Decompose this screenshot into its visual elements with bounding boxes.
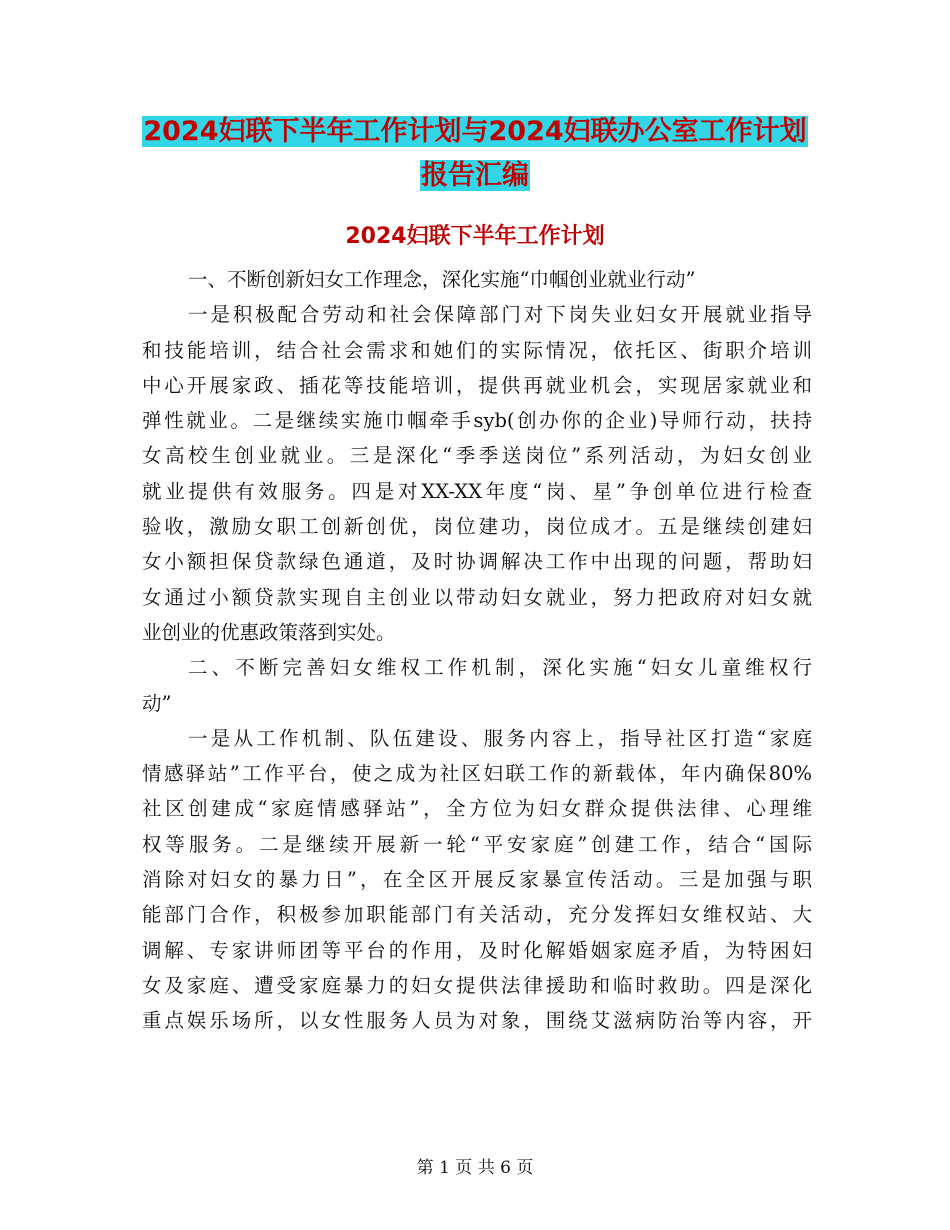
section-title: 2024妇联下半年工作计划 — [345, 224, 605, 249]
paragraph-line: 中心开展家政、插花等技能培训，提供再就业机会，实现居家就业和 — [142, 373, 812, 397]
document-title-line-2 — [0, 156, 950, 196]
paragraph-line: 弹性就业。二是继续实施巾帼牵手syb(创办你的企业)导师行动，扶持 — [142, 409, 812, 433]
paragraph-line: 一是积极配合劳动和社会保障部门对下岗失业妇女开展就业指导 — [188, 303, 812, 327]
document-title-line-1 — [0, 112, 950, 152]
paragraph-line: 就业提供有效服务。四是对XX-XX年度“岗、星”争创单位进行检查 — [142, 479, 812, 503]
document-title-text-2: 报告汇编 — [421, 160, 529, 191]
paragraph-line: 验收，激励女职工创新创优，岗位建功，岗位成才。五是继续创建妇 — [142, 515, 812, 539]
heading-1: 一、不断创新妇女工作理念，深化实施“巾帼创业就业行动” — [188, 268, 696, 291]
paragraph-line: 女及家庭、遭受家庭暴力的妇女提供法律援助和临时救助。四是深化 — [142, 973, 812, 997]
paragraph-line: 能部门合作，积极参加职能部门有关活动，充分发挥妇女维权站、大 — [142, 903, 812, 927]
paragraph-line: 和技能培训，结合社会需求和她们的实际情况，依托区、街职介培训 — [142, 338, 812, 362]
heading-2-continued: 动” — [142, 691, 172, 715]
page-footer: 第 1 页 共 6 页 — [416, 1158, 534, 1178]
paragraph-line: 女小额担保贷款绿色通道，及时协调解决工作中出现的问题，帮助妇 — [142, 550, 812, 574]
paragraph-line: 消除对妇女的暴力日”，在全区开展反家暴宣传活动。三是加强与职 — [142, 868, 812, 892]
paragraph-line: 女高校生创业就业。三是深化“季季送岗位”系列活动，为妇女创业 — [142, 444, 812, 468]
body-text — [142, 262, 812, 1039]
paragraph-line: 一是从工作机制、队伍建设、服务内容上，指导社区打造“家庭 — [188, 726, 812, 750]
paragraph-line: 权等服务。二是继续开展新一轮“平安家庭”创建工作，结合“国际 — [142, 832, 812, 856]
paragraph-line: 女通过小额贷款实现自主创业以带动妇女就业，努力把政府对妇女就 — [142, 585, 812, 609]
paragraph-line: 调解、专家讲师团等平台的作用，及时化解婚姻家庭矛盾，为特困妇 — [142, 938, 812, 962]
paragraph-line: 重点娱乐场所，以女性服务人员为对象，围绕艾滋病防治等内容，开 — [142, 1009, 812, 1033]
heading-2: 二、不断完善妇女维权工作机制，深化实施“妇女儿童维权行 — [188, 656, 812, 680]
document-title-text-1: 2024妇联下半年工作计划与2024妇联办公室工作计划 — [143, 116, 807, 147]
paragraph-line: 情感驿站”工作平台，使之成为社区妇联工作的新载体，年内确保80% — [142, 762, 812, 786]
paragraph-line: 业创业的优惠政策落到实处。 — [142, 620, 396, 644]
paragraph-line: 社区创建成“家庭情感驿站”，全方位为妇女群众提供法律、心理维 — [142, 797, 812, 821]
